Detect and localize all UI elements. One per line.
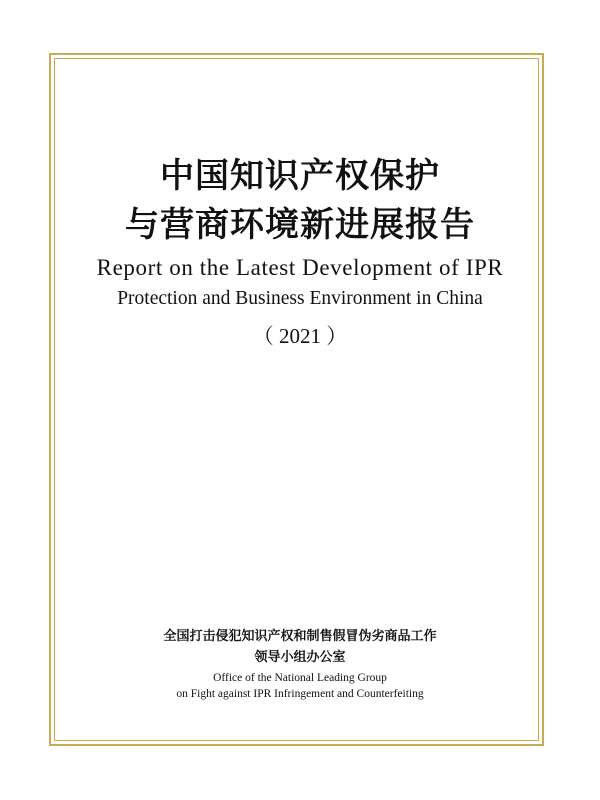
publisher-english-line-1: Office of the National Leading Group <box>213 672 387 684</box>
title-chinese-line-2: 与营商环境新进展报告 <box>125 205 475 245</box>
title-chinese-line-1: 中国知识产权保护 <box>160 156 440 196</box>
title-english-line-1: Report on the Latest Development of IPR <box>96 255 504 280</box>
publisher-english-line-2: on Fight against IPR Infringement and Counterfeiting <box>176 688 424 700</box>
publisher-chinese-line-1: 全国打击侵犯知识产权和制售假冒伪劣商品工作 <box>163 629 437 644</box>
report-year: （ 2021 ） <box>252 324 348 348</box>
publisher-chinese-line-2: 领导小组办公室 <box>254 650 346 665</box>
title-english-line-2: Protection and Business Environment in China <box>117 288 483 309</box>
